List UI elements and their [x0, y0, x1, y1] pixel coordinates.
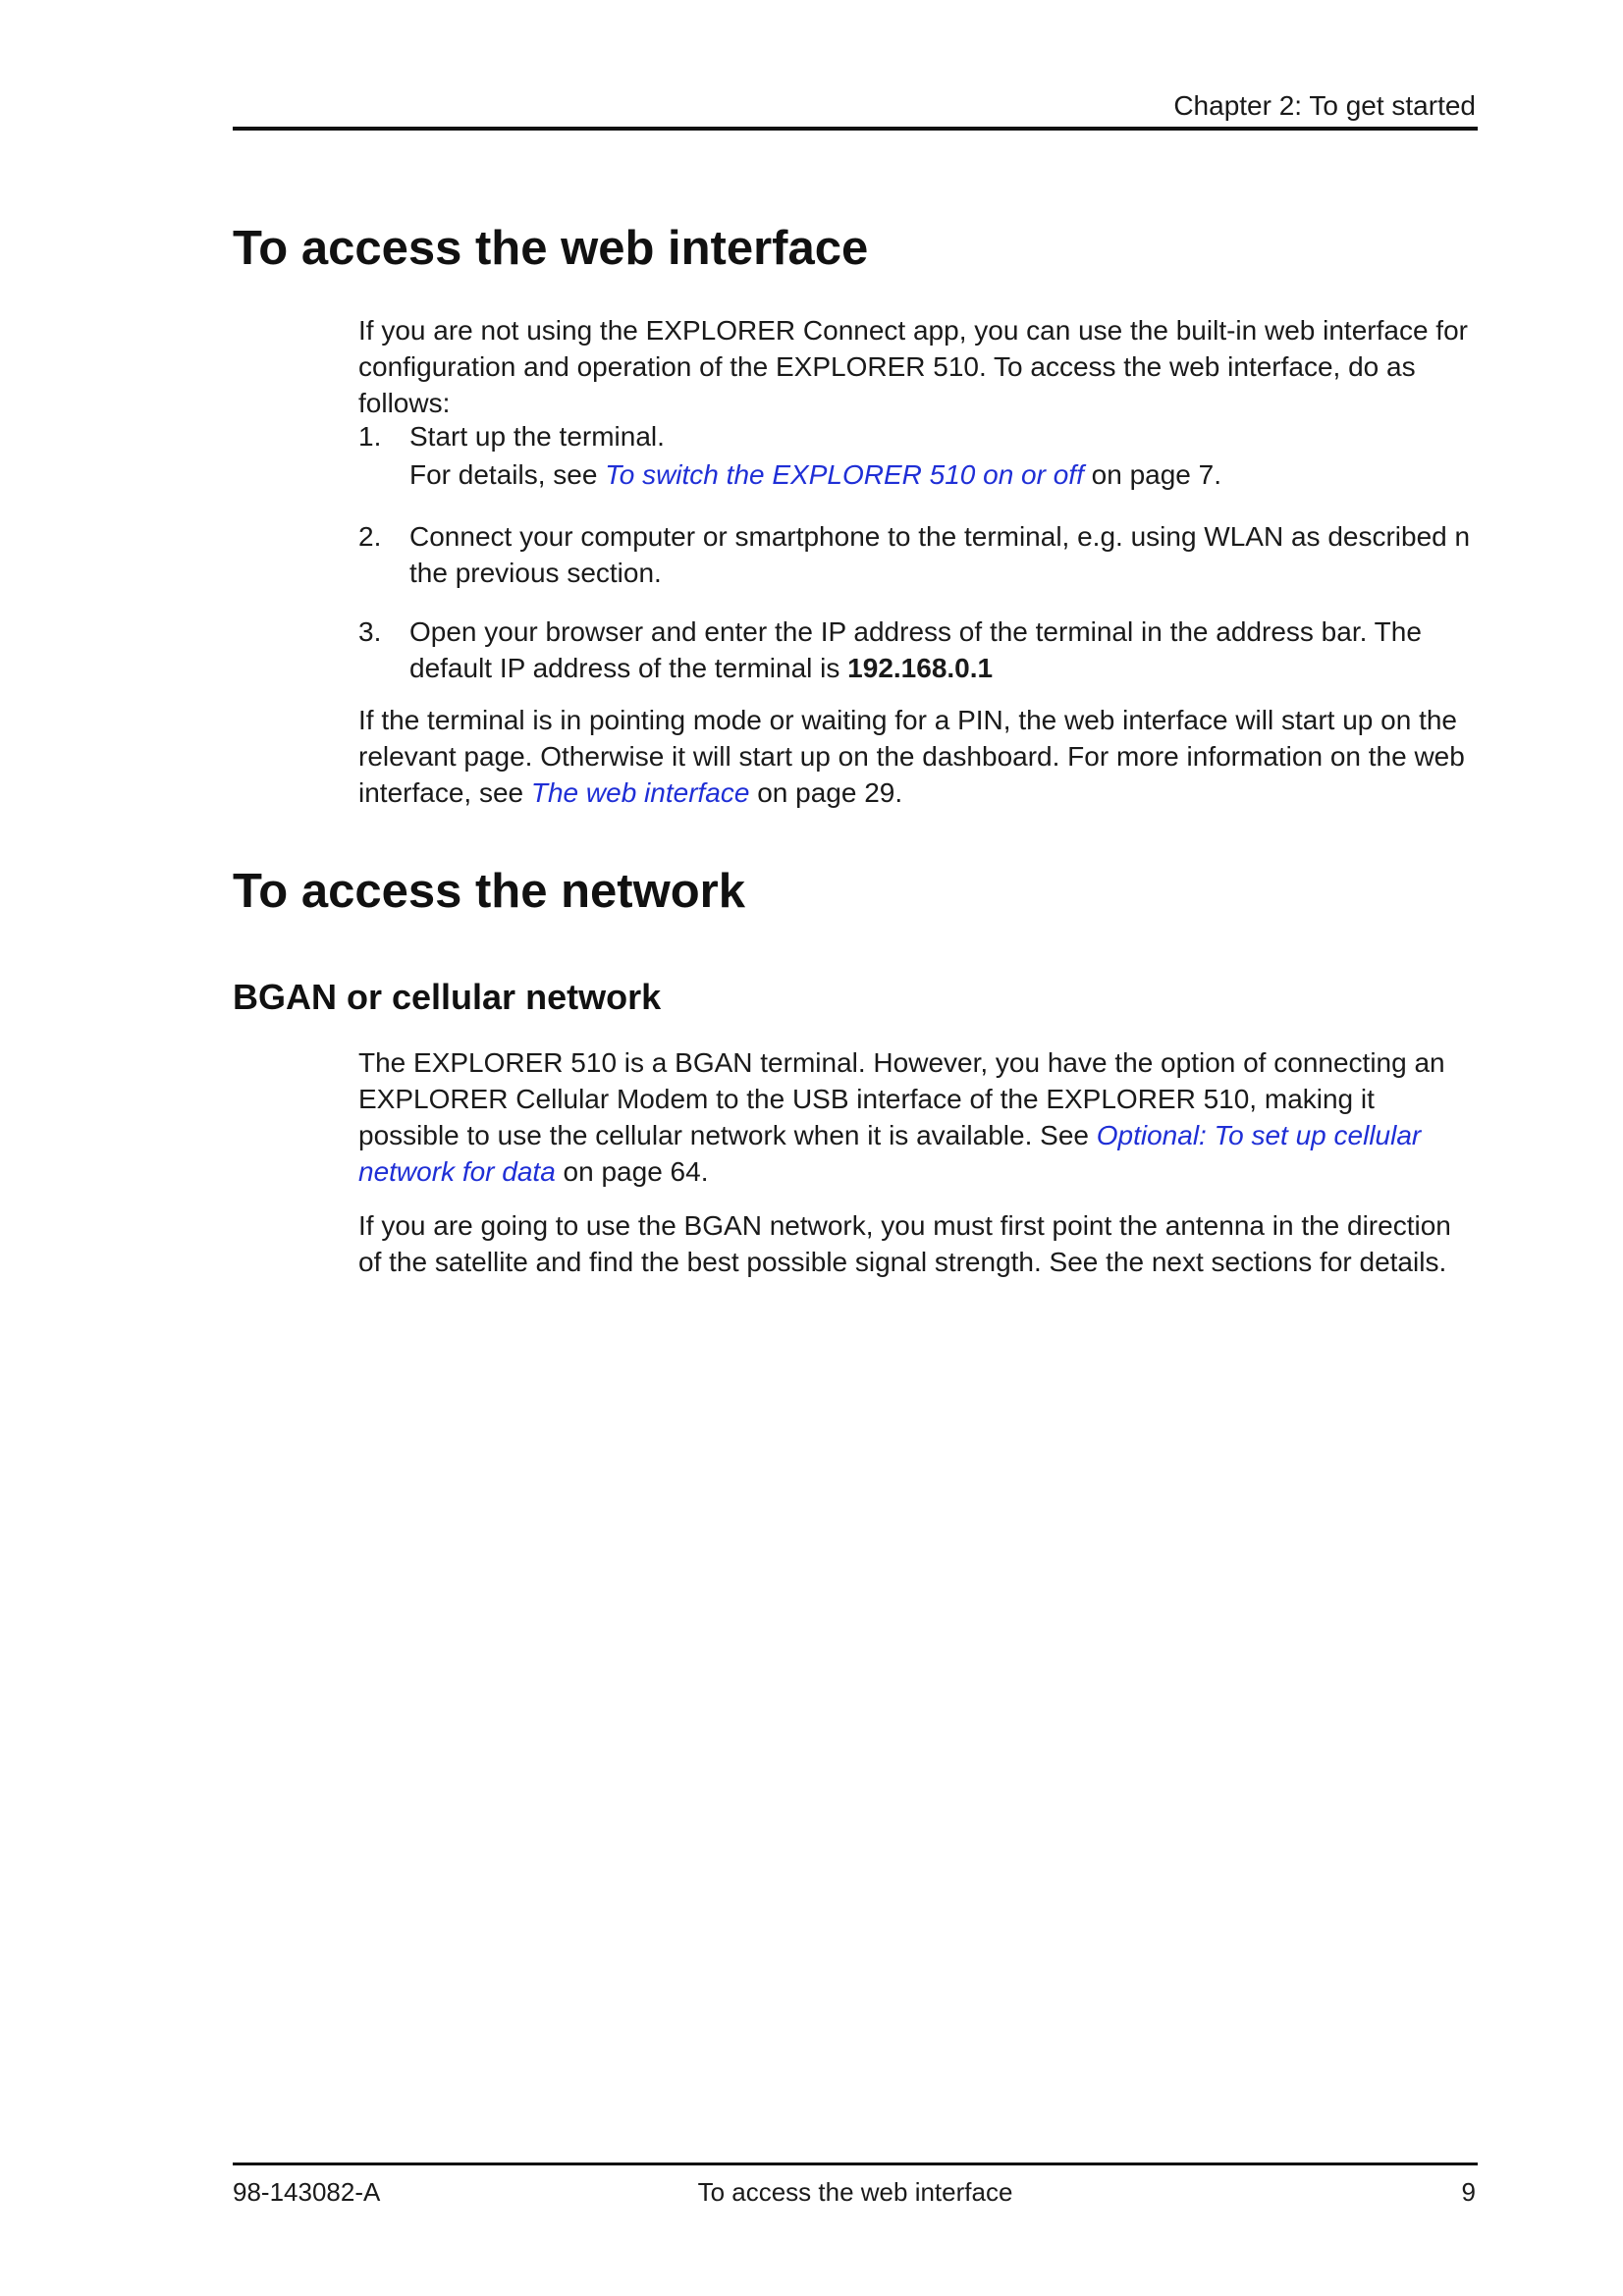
- step-text: Start up the terminal.: [409, 421, 665, 452]
- page-number: 9: [1461, 2177, 1476, 2207]
- bgan-suffix: on page 64.: [555, 1156, 709, 1187]
- footer-section-name: To access the web interface: [697, 2177, 1013, 2207]
- after-steps-paragraph: [358, 702, 1478, 811]
- step-3: [358, 614, 1478, 686]
- step-text: [409, 614, 1478, 686]
- link-cellular-network[interactable]: Optional: To set up cellular network for data: [358, 1120, 1422, 1187]
- section-title-network: To access the network: [233, 865, 745, 918]
- footer-divider: [233, 2163, 1478, 2165]
- link-switch-on-off[interactable]: To switch the EXPLORER 510 on or off: [605, 459, 1084, 490]
- header-divider: [233, 127, 1478, 131]
- after-suffix: on page 29.: [749, 777, 903, 808]
- after-prefix: If the terminal is in pointing mode or waiting for a PIN, the web interface will start up on the relevant page. Otherwise it will start up on the dashboard. For more information on the web interface, see: [358, 705, 1465, 808]
- link-web-interface[interactable]: The web interface: [530, 777, 750, 808]
- bgan-prefix: The EXPLORER 510 is a BGAN terminal. However, you have the option of connecting an EXPLORER Cellular Modem to the USB interface of the EXPLORER 510, making it possible to use the cellular network when it is available. See: [358, 1047, 1445, 1150]
- pointing-paragraph: If you are going to use the BGAN network, you must first point the antenna in the direction of the satellite and find the best possible signal strength. See the next sections for details.: [358, 1210, 1451, 1277]
- step-text: Connect your computer or smartphone to the terminal, e.g. using WLAN as described n the previous section.: [409, 521, 1471, 588]
- step-1: [358, 418, 1478, 493]
- step-number: 3.: [358, 616, 382, 647]
- step-2: [358, 518, 1478, 591]
- bgan-paragraph: [358, 1044, 1478, 1190]
- step-text-main: Open your browser and enter the IP address of the terminal in the address bar. The default IP address of the terminal is: [409, 616, 1422, 683]
- subsection-title-bgan: BGAN or cellular network: [233, 977, 662, 1017]
- step-number: 2.: [358, 521, 382, 552]
- section-title-web-interface: To access the web interface: [233, 222, 869, 275]
- detail-prefix: For details, see: [409, 459, 606, 490]
- detail-suffix: on page 7.: [1083, 459, 1221, 490]
- default-ip-address: 192.168.0.1: [847, 653, 994, 683]
- doc-number: 98-143082-A: [233, 2177, 381, 2207]
- step-detail: [409, 456, 1478, 493]
- step-number: 1.: [358, 421, 382, 452]
- running-header: Chapter 2: To get started: [1173, 90, 1476, 121]
- intro-paragraph: If you are not using the EXPLORER Connect app, you can use the built-in web interface for configuration and operation of the EXPLORER 510. To access the web interface, do as follows:: [358, 315, 1468, 418]
